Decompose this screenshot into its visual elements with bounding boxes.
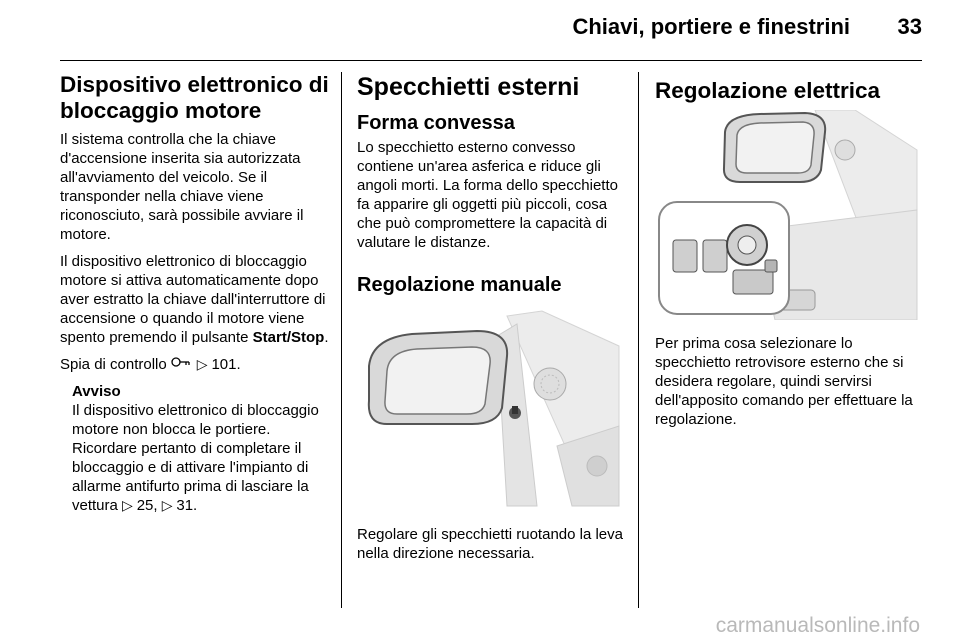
header-rule	[60, 60, 922, 61]
section-heading-electric: Regolazione elettrica	[655, 78, 881, 103]
paragraph: Lo specchietto esterno convesso contiene un'area asferica e riduce gli angoli morti. La forma dello specchietto fa apparire gli oggetti più piccoli, cosa che può compromettere la capacità di valutare le distanze.	[357, 139, 618, 251]
page-number: 33	[897, 14, 922, 39]
section-heading-immobiliser: Dispositivo elettronico di bloccaggio motore	[60, 72, 329, 123]
reference-arrow-icon: ▷	[161, 497, 177, 513]
notice-text: Il dispositivo elettronico di bloccaggio motore non blocca le portiere. Ricordare pertanto di completare il bloccaggio e di attivare l'impianto di allarme antifurto prima di lasciare la vettura ▷ 25, ▷ 31.	[72, 402, 319, 514]
watermark: carmanualsonline.info	[715, 614, 920, 637]
section-heading-mirrors: Specchietti esterni	[357, 73, 580, 101]
paragraph: Il dispositivo elettronico di bloccaggio motore si attiva automaticamente dopo aver estratto la chiave dall'interruttore di accensione o quando il motore viene spento premendo il pulsante Start/Stop.	[60, 253, 329, 346]
reference-arrow-icon: ▷	[122, 497, 137, 513]
electric-mirror-illustration	[655, 110, 920, 320]
column-external-mirrors	[357, 72, 627, 571]
start-stop-label: Start/Stop	[252, 329, 325, 346]
paragraph-control-light: Spia di controllo ▷ 101.	[60, 356, 241, 373]
subheading-convex: Forma convessa	[357, 112, 515, 134]
immobiliser-icon	[171, 356, 193, 372]
manual-mirror-illustration	[357, 306, 622, 511]
subheading-manual: Regolazione manuale	[357, 274, 562, 296]
notice-title: Avviso	[72, 383, 121, 400]
reference-arrow-icon: ▷	[192, 356, 212, 372]
page-reference[interactable]: 101.	[211, 356, 241, 373]
column-electric-adjustment	[655, 72, 923, 437]
column-divider	[341, 72, 342, 608]
page-reference[interactable]: 25,	[136, 497, 162, 514]
notice-box	[60, 382, 330, 515]
page-header-title: Chiavi, portiere e finestrini	[572, 14, 850, 39]
page-reference[interactable]: 31.	[176, 497, 198, 514]
paragraph: Il sistema controlla che la chiave d'accensione inserita sia autorizzata all'avviamento del veicolo. Se il transponder nella chiave viene riconosciuto, sarà possibile avviare il motore.	[60, 131, 304, 243]
paragraph: Per prima cosa selezionare lo specchietto retrovisore esterno che si desidera regolare, quindi servirsi dell'apposito comando per effettuare la regolazione.	[655, 335, 913, 428]
column-immobiliser	[60, 72, 330, 523]
figure-caption: Regolare gli specchietti ruotando la leva nella direzione necessaria.	[357, 526, 623, 562]
column-divider	[638, 72, 639, 608]
